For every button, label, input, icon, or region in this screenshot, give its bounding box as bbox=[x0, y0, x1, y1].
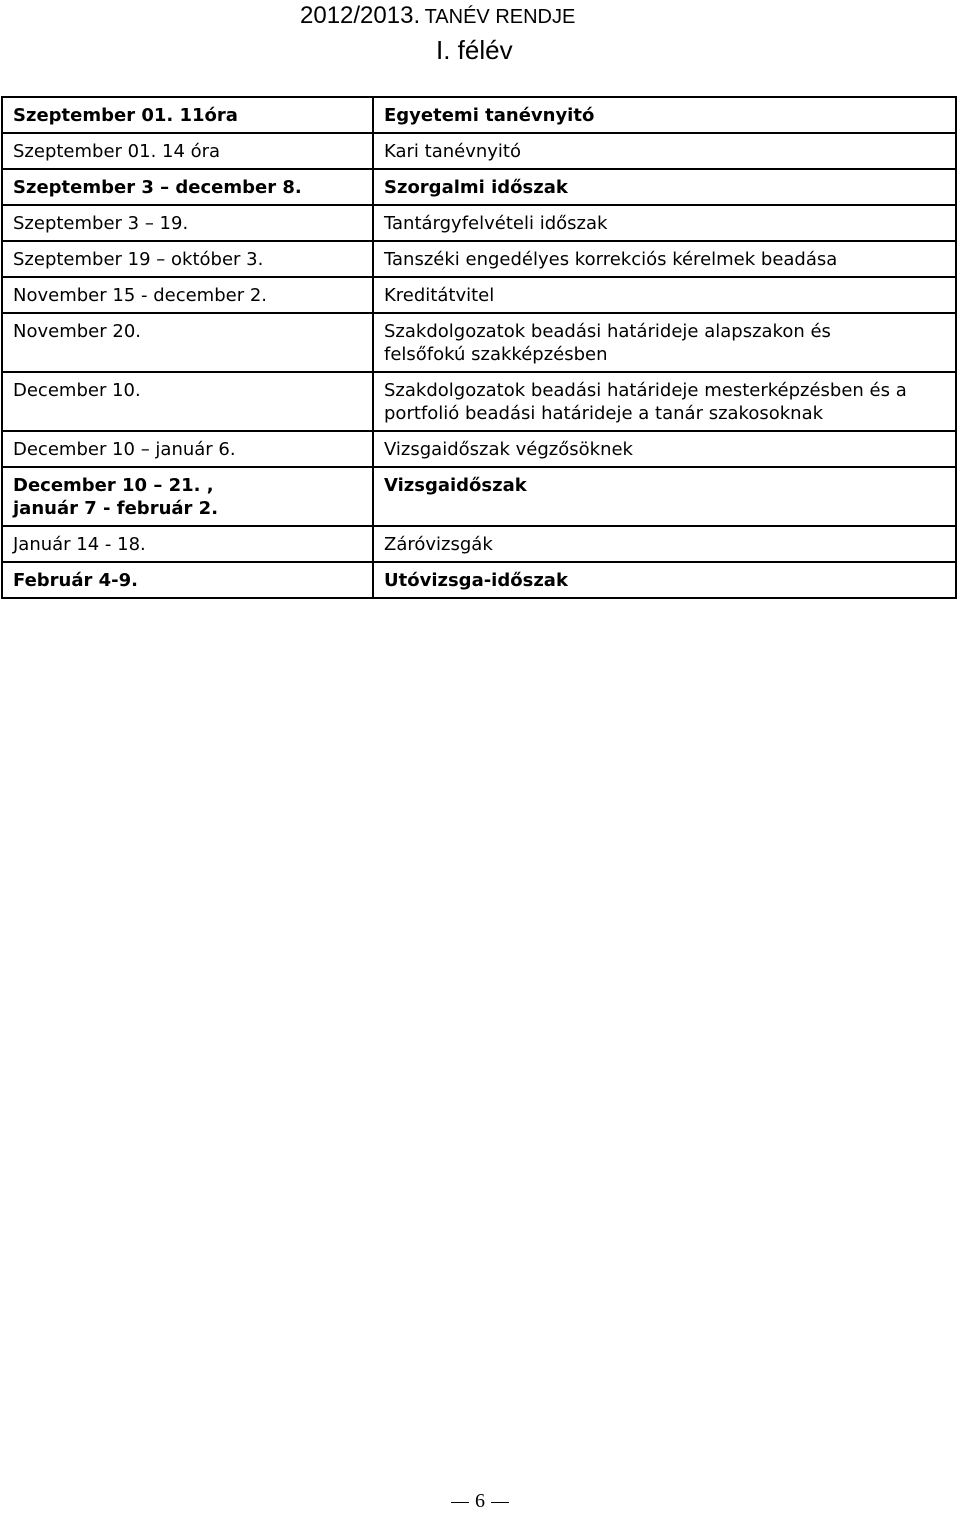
event-line: Szakdolgozatok beadási határideje mesterképzésben és a bbox=[384, 380, 907, 401]
date-cell: December 10 – január 6. bbox=[2, 431, 373, 467]
date-cell: November 20. bbox=[2, 313, 373, 372]
title-year: 2012/2013. bbox=[300, 2, 421, 29]
event-cell: Záróvizsgák bbox=[373, 526, 956, 562]
date-cell: November 15 - december 2. bbox=[2, 277, 373, 313]
table-row bbox=[2, 277, 956, 313]
date-cell: Szeptember 01. 14 óra bbox=[2, 133, 373, 169]
date-line: január 7 - február 2. bbox=[13, 498, 219, 519]
date-cell: Szeptember 01. 11óra bbox=[2, 97, 373, 133]
event-cell bbox=[373, 372, 956, 431]
event-cell: Vizsgaidőszak végzősöknek bbox=[373, 431, 956, 467]
event-line: felsőfokú szakképzésben bbox=[384, 344, 608, 365]
table-row bbox=[2, 133, 956, 169]
table-row bbox=[2, 97, 956, 133]
event-cell: Tantárgyfelvételi időszak bbox=[373, 205, 956, 241]
event-cell: Szorgalmi időszak bbox=[373, 169, 956, 205]
event-line: Szakdolgozatok beadási határideje alapszakon és bbox=[384, 321, 831, 342]
date-cell: Szeptember 19 – október 3. bbox=[2, 241, 373, 277]
event-cell: Vizsgaidőszak bbox=[373, 467, 956, 526]
date-cell: December 10. bbox=[2, 372, 373, 431]
schedule-table bbox=[1, 96, 957, 599]
page-number: 6 bbox=[475, 1490, 485, 1512]
table-row bbox=[2, 241, 956, 277]
table-row bbox=[2, 467, 956, 526]
date-line: December 10 – 21. , bbox=[13, 475, 214, 496]
table-row bbox=[2, 313, 956, 372]
date-cell: Február 4-9. bbox=[2, 562, 373, 598]
page-footer bbox=[0, 1490, 960, 1513]
event-cell: Utóvizsga-időszak bbox=[373, 562, 956, 598]
event-cell: Egyetemi tanévnyitó bbox=[373, 97, 956, 133]
table-row bbox=[2, 205, 956, 241]
table-row bbox=[2, 169, 956, 205]
page-subtitle: I. félév bbox=[436, 35, 513, 65]
table-row bbox=[2, 562, 956, 598]
date-cell bbox=[2, 467, 373, 526]
event-cell: Kari tanévnyitó bbox=[373, 133, 956, 169]
event-cell bbox=[373, 313, 956, 372]
date-cell: Szeptember 3 – 19. bbox=[2, 205, 373, 241]
date-cell: Január 14 - 18. bbox=[2, 526, 373, 562]
footer-dash-left bbox=[451, 1502, 469, 1503]
table-row bbox=[2, 431, 956, 467]
event-cell: Kreditátvitel bbox=[373, 277, 956, 313]
event-cell: Tanszéki engedélyes korrekciós kérelmek beadása bbox=[373, 241, 956, 277]
table-row bbox=[2, 526, 956, 562]
event-line: portfolió beadási határideje a tanár szakosoknak bbox=[384, 403, 824, 424]
table-row bbox=[2, 372, 956, 431]
title-rest: TANÉV RENDJE bbox=[424, 6, 576, 28]
page-title bbox=[300, 2, 575, 30]
date-cell: Szeptember 3 – december 8. bbox=[2, 169, 373, 205]
footer-dash-right bbox=[491, 1502, 509, 1503]
